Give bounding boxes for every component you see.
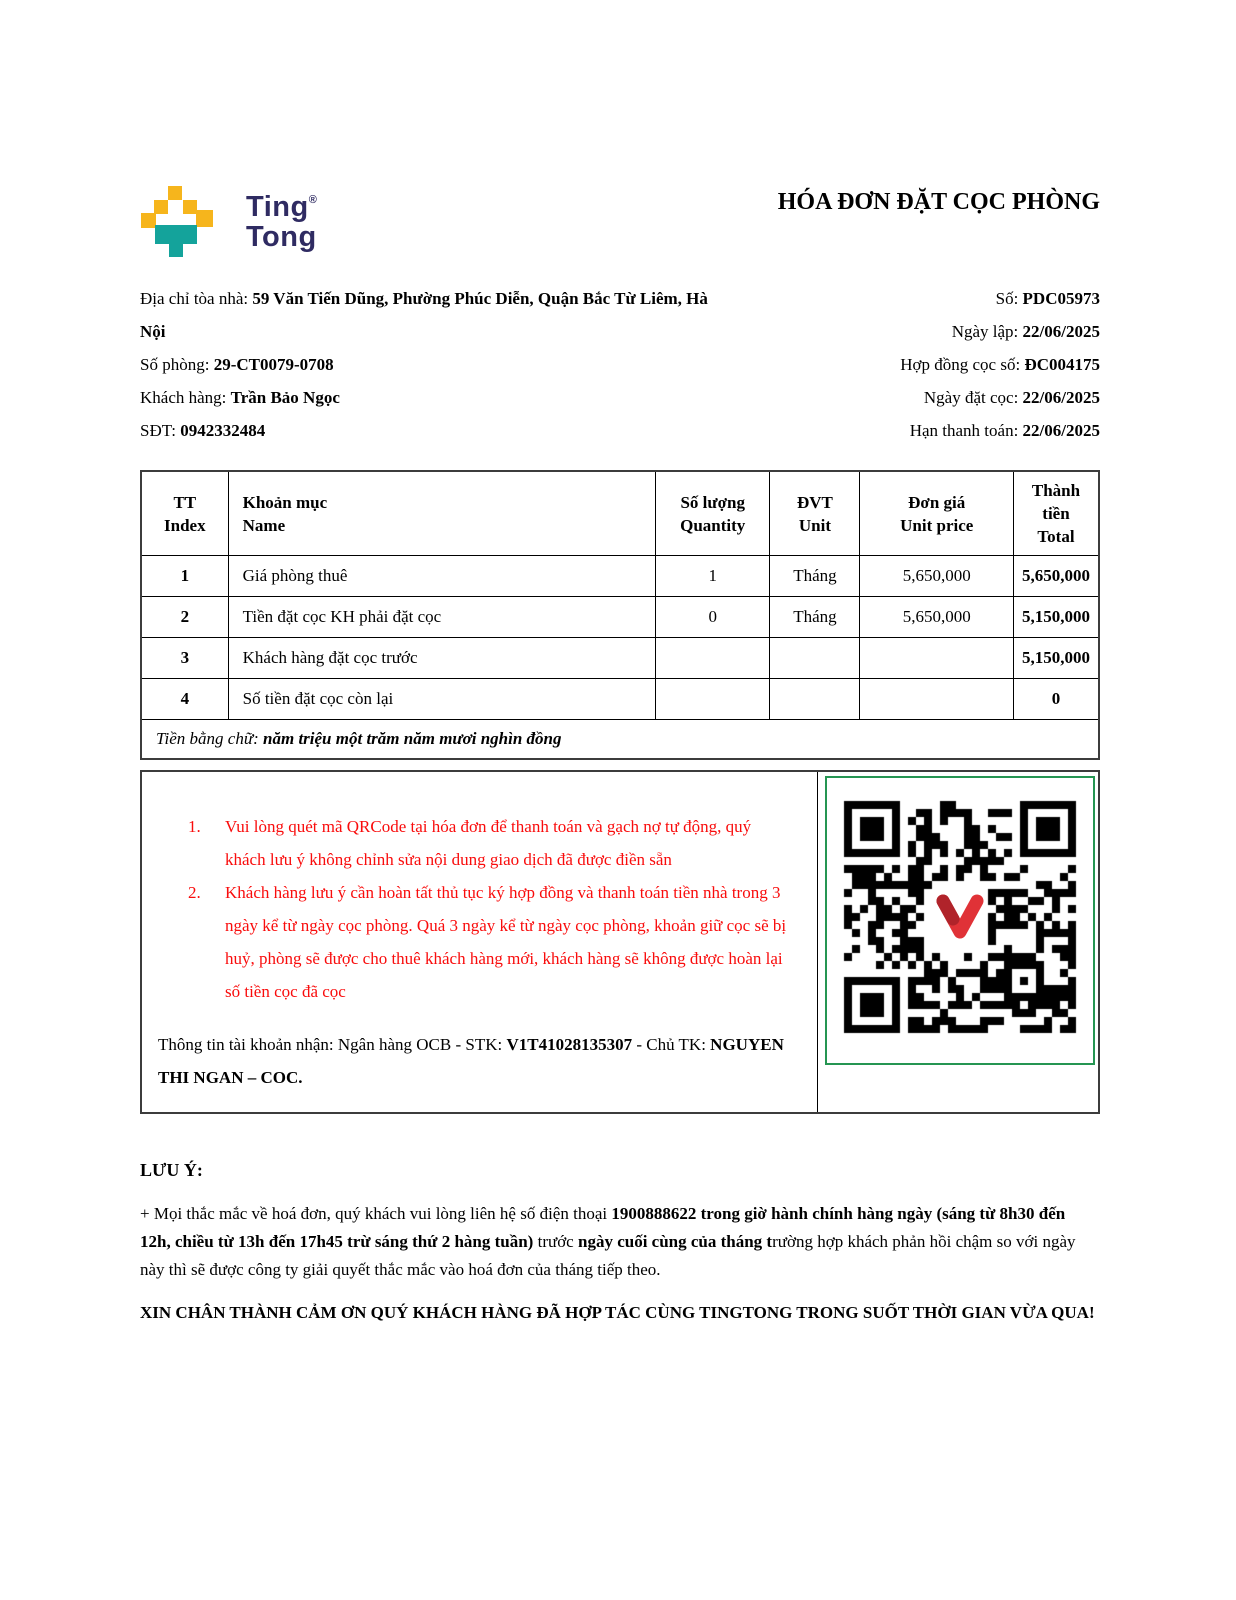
invoice-title: HÓA ĐƠN ĐẶT CỌC PHÒNG	[777, 189, 1100, 215]
issue-date-line: Ngày lập: 22/06/2025	[951, 322, 1100, 341]
phone-line: SĐT: 0942332484	[140, 421, 266, 440]
bank-account-info: Thông tin tài khoản nhận: Ngân hàng OCB - STK: V1T41028135307 - Chủ TK: NGUYEN THI NGAN – COC.	[158, 1035, 784, 1087]
payment-notes-box	[140, 770, 1100, 1114]
due-date-line: Hạn thanh toán: 22/06/2025	[909, 421, 1100, 440]
col-header-name: Khoản mục Name	[228, 471, 655, 556]
building-address-line: Địa chỉ tòa nhà: 59 Văn Tiến Dũng, Phường Phúc Diễn, Quận Bắc Từ Liêm, Hà Nội	[140, 289, 708, 341]
customer-name-line: Khách hàng: Trần Bảo Ngọc	[140, 388, 340, 407]
contract-number-line: Hợp đồng cọc số: ĐC004175	[900, 355, 1100, 374]
bank-account-holder: NGUYEN THI NGAN – COC.	[158, 1035, 784, 1087]
invoice-info	[140, 282, 1100, 447]
col-header-quantity: Số lượng Quantity	[656, 471, 770, 556]
amount-in-words-label: Tiền bằng chữ:	[156, 729, 264, 748]
header	[140, 176, 1100, 258]
table-row: 1 Giá phòng thuê 1 Tháng 5,650,000 5,650,000	[141, 556, 1099, 597]
amount-in-words-value: năm triệu một trăm năm mươi nghìn đồng	[263, 729, 562, 748]
notes-heading: LƯU Ý:	[140, 1160, 203, 1180]
deposit-date-line: Ngày đặt cọc: 22/06/2025	[923, 388, 1100, 407]
qr-v-logo-icon	[934, 890, 986, 944]
invoice-meta	[900, 282, 1100, 447]
col-header-index: TT Index	[141, 471, 228, 556]
note-item: 1. Vui lòng quét mã QRCode tại hóa đơn để thanh toán và gạch nợ tự động, quý khách lưu ý không chỉnh sửa nội dung giao dịch đã được điền sẵn	[188, 817, 752, 869]
note-item: 2. Khách hàng lưu ý cần hoàn tất thủ tục ký hợp đồng và thanh toán tiền nhà trong 3 ngày kể từ ngày cọc phòng. Quá 3 ngày kể từ ngày cọc phòng, khoản giữ cọc sẽ bị huỷ, phòng sẽ được cho thuê khách hàng mới, khách hàng sẽ không được hoàn lại số tiền cọc đã cọc	[188, 883, 787, 1001]
logo-word-tong: Tong	[246, 221, 317, 253]
tingtong-logo-icon	[140, 176, 214, 258]
room-number-line: Số phòng: 29-CT0079-0708	[140, 355, 334, 374]
bank-account-number: V1T41028135307	[506, 1035, 633, 1054]
table-row: 4 Số tiền đặt cọc còn lại 0	[141, 679, 1099, 720]
footer-paragraph: + Mọi thắc mắc về hoá đơn, quý khách vui lòng liên hệ số điện thoại 1900888622 trong giờ hành chính hàng ngày (sáng từ 8h30 đến 12h, chiều từ 13h đến 17h45 trừ sáng thứ 2 hàng tuần) trước ngày cuối cùng của tháng trường hợp khách phản hồi chậm so với ngày này thì sẽ được công ty giải quyết thắc mắc vào hoá đơn của tháng tiếp theo.	[140, 1204, 1076, 1279]
amount-in-words-row	[141, 720, 1099, 760]
items-table-header-row	[141, 471, 1099, 556]
qr-frame	[825, 776, 1095, 1065]
registered-mark-icon: ®	[308, 194, 317, 206]
tingtong-logo	[140, 176, 317, 258]
payment-notes	[142, 772, 818, 1112]
col-header-unit: ĐVT Unit	[770, 471, 860, 556]
logo-word-ting: Ting	[246, 191, 309, 223]
footer-section	[140, 1160, 1100, 1327]
items-table	[140, 470, 1100, 760]
tingtong-logo-text	[246, 185, 317, 258]
qr-cell	[818, 772, 1098, 1112]
table-row: 3 Khách hàng đặt cọc trước 5,150,000	[141, 638, 1099, 679]
customer-info	[140, 282, 708, 447]
thanks-paragraph: XIN CHÂN THÀNH CẢM ƠN QUÝ KHÁCH HÀNG ĐÃ HỢP TÁC CÙNG TINGTONG TRONG SUỐT THỜI GIAN VỪA QUA!	[140, 1303, 1095, 1322]
invoice-number-line: Số: PDC05973	[995, 289, 1100, 308]
table-row: 2 Tiền đặt cọc KH phải đặt cọc 0 Tháng 5,650,000 5,150,000	[141, 597, 1099, 638]
col-header-total: Thành tiền Total	[1014, 471, 1100, 556]
col-header-unit-price: Đơn giá Unit price	[860, 471, 1014, 556]
